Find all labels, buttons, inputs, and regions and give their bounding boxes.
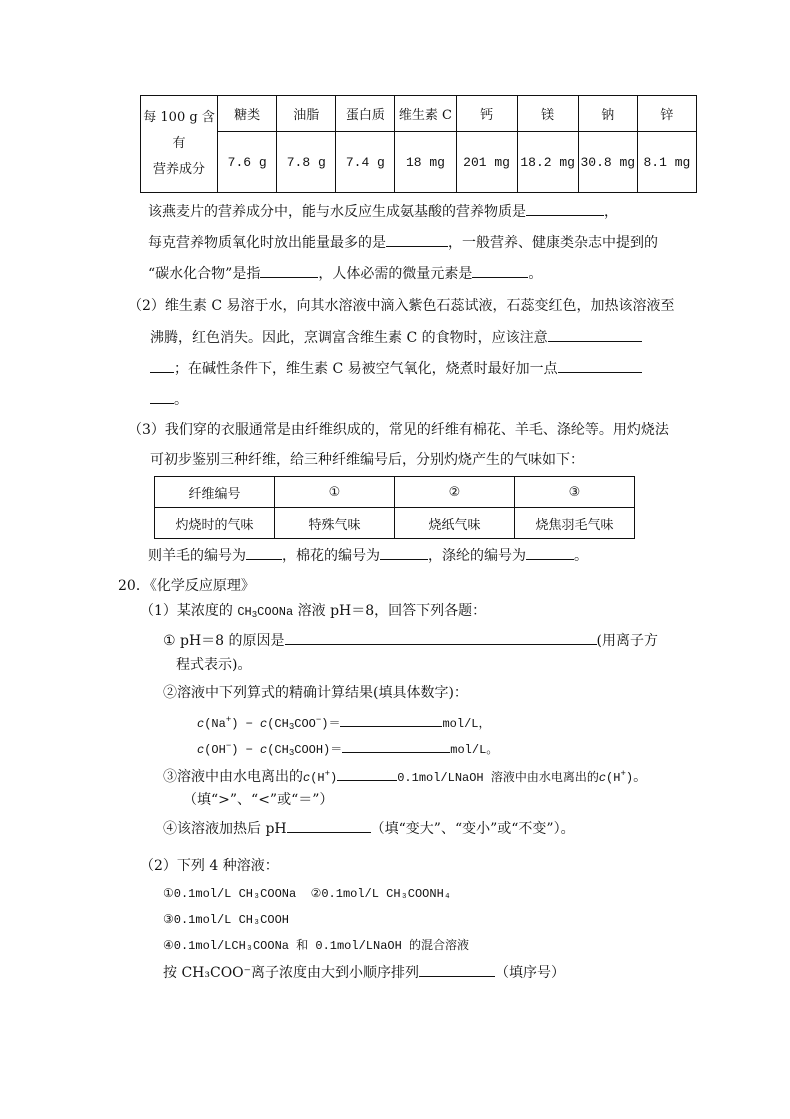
q19-3-line2: 可初步鉴别三种纤维，给三种纤维编号后，分别灼烧产生的气味如下： [150,452,584,468]
q20-solution-3: ③0.1mol/L CH₃COOH [163,913,289,927]
q19-3-line1: （3）我们穿的衣服通常是由纤维织成的，常见的纤维有棉花、羊毛、涤纶等。用灼烧法 [128,422,669,438]
nutrition-col-header: 镁 [517,96,578,132]
answer-blank[interactable] [150,389,174,404]
q20-order-line: 按 CH₃COO⁻离子浓度由大到小顺序排列 （填序号） [163,962,565,983]
answer-blank[interactable] [419,962,495,977]
nutrition-col-header: 锌 [637,96,696,132]
nutrition-header-line3: 营养成分 [153,162,206,177]
nutrition-col-header: 油脂 [277,96,336,132]
fiber-table-cell: 烧纸气味 [395,508,515,539]
nutrition-col-header: 蛋白质 [336,96,395,132]
answer-blank[interactable] [287,818,371,833]
nutrition-table [140,95,697,193]
fiber-table-cell: 灼烧时的气味 [155,508,275,539]
fiber-table-cell: ③ [515,477,635,508]
q19-1-line3: “碳水化合物”是指 ，人体必需的微量元素是 。 [148,263,542,284]
fiber-table-cell: 特殊气味 [275,508,395,539]
answer-blank[interactable] [340,712,442,727]
answer-blank[interactable] [260,263,318,278]
nutrition-header-line2: 有 [172,136,186,151]
answer-blank[interactable] [472,263,528,278]
nutrition-value: 18.2 mg [517,132,578,193]
nutrition-col-header: 钠 [578,96,637,132]
nutrition-value: 7.6 g [218,132,277,193]
answer-blank[interactable] [386,232,448,247]
answer-blank[interactable] [246,545,282,560]
fiber-table-cell: ① [275,477,395,508]
fiber-table-cell: ② [395,477,515,508]
q20-item3-hint: （填“>”、“<”或“＝”） [183,792,334,808]
nutrition-value: 30.8 mg [578,132,637,193]
nutrition-col-header: 钙 [456,96,517,132]
nutrition-value: 8.1 mg [637,132,696,193]
q19-2-line2: 沸腾，红色消失。因此，烹调富含维生素 C 的食物时，应该注意 [150,327,642,348]
q20-item3: ③溶液中由水电离出的c(H+) 0.1mol/LNaOH 溶液中由水电离出的c(H+)。 [163,764,647,788]
nutrition-value: 18 mg [395,132,456,193]
q20-item2-calc2: $c(OH^-) - c(CH_3COOH)= mol/L$。 [197,736,498,763]
answer-blank[interactable] [285,630,597,645]
q20-solution-1-2: ①0.1mol/L CH₃COONa ②0.1mol/L CH₃COONH₄ [163,887,451,901]
q19-2-line4: 。 [150,389,188,410]
nutrition-header-cell [141,96,218,193]
answer-blank[interactable] [526,545,574,560]
q20-title: 20．《化学反应原理》 [118,578,255,594]
fiber-table-cell: 烧焦羽毛气味 [515,508,635,539]
fiber-table [154,476,635,539]
nutrition-header-line1: 每 100 g 含 [143,110,215,125]
q19-2-line1: （2）维生素 C 易溶于水，向其水溶液中滴入紫色石蕊试液，石蕊变红色，加热该溶液至 [128,298,675,314]
answer-blank[interactable] [150,358,174,373]
q20-solution-4: ④0.1mol/LCH₃COONa 和 0.1mol/LNaOH 的混合溶液 [163,939,469,953]
q19-1-line2: 每克营养物质氧化时放出能量最多的是 ，一般营养、健康类杂志中提到的 [148,232,658,253]
nutrition-col-header: 糖类 [218,96,277,132]
answer-blank[interactable] [526,201,604,216]
q20-item2: ②溶液中下列算式的精确计算结果(填具体数字)： [163,685,468,701]
q19-2-line3: ；在碱性条件下，维生素 C 易被空气氧化，烧煮时最好加一点 [150,358,642,379]
q20-part2-intro: （2）下列 4 种溶液： [140,858,279,874]
nutrition-value: 7.8 g [277,132,336,193]
answer-blank[interactable] [380,545,428,560]
q20-item1: ① pH＝8 的原因是 (用离子方 [163,630,658,651]
answer-blank[interactable] [558,358,642,373]
nutrition-value: 7.4 g [336,132,395,193]
q19-1-line1: 该燕麦片的营养成分中，能与水反应生成氨基酸的营养物质是 ， [148,201,618,222]
q20-item1-cont: 程式表示)。 [176,657,252,673]
q19-3-answer-line: 则羊毛的编号为 ，棉花的编号为 ，涤纶的编号为 。 [148,545,588,566]
nutrition-col-header: 维生素 C [395,96,456,132]
q20-item4: ④该溶液加热后 pH （填“变大”、“变小”或“不变”）。 [163,818,575,839]
q20-part1-intro: （1）某浓度的 $CH_3COONa$ 溶液 pH＝8，回答下列各题： [140,603,487,620]
answer-blank[interactable] [337,766,397,781]
q20-item2-calc1: $c(Na^+) - c(CH_3COO^-)= mol/L$， [197,710,490,737]
answer-blank[interactable] [342,738,450,753]
nutrition-value: 201 mg [456,132,517,193]
answer-blank[interactable] [548,327,642,342]
fiber-table-cell: 纤维编号 [155,477,275,508]
